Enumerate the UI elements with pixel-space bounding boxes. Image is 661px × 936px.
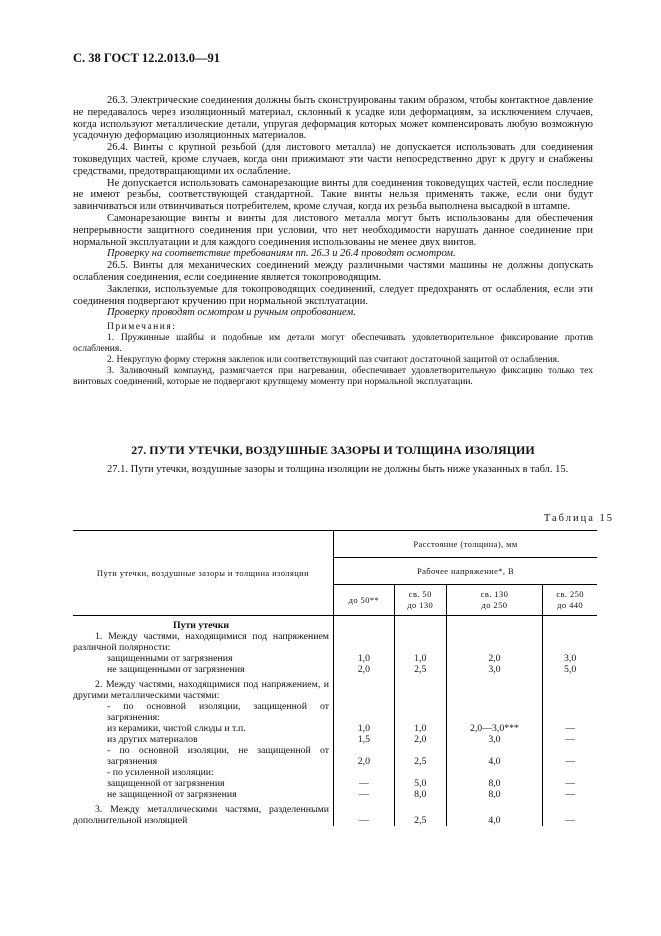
header-main: Пути утечки, воздушные зазоры и толщина изоляции [73, 531, 334, 616]
cell: 8,0 [446, 778, 543, 789]
paragraph-26-4: 26.4. Винты с крупной резьбой (для листового металла) не допускается использовать для соединения токоведущих частей, кроме случаев, когда они прижимают эти части непосредственно друг к другу и снабжены средствами, предотвращающими их ослабление. [73, 142, 593, 177]
table-row [73, 789, 597, 800]
cell: 3,0 [446, 664, 543, 675]
paragraph-26-5-b: Заклепки, используемые для токопроводящих соединений, следует предохранять от ослабления, если эти соединения подвергают кручению при нормальной эксплуатации. [73, 283, 593, 307]
table-row [73, 767, 597, 778]
row-label: - по основной изоляции, не защищенной от загрязнения [107, 745, 329, 767]
row-label: не защищенными от загрязнения [107, 664, 245, 675]
paragraph-26-4-c: Самонарезающие винты и винты для листового металла могут быть использованы для обеспечения непрерывности защитного соединения при условии, что нет необходимости нарушать данное соединение при нормальной эксплуатации и для каждого соединения использованы не менее двух винтов. [73, 212, 593, 248]
table-row [73, 631, 597, 653]
page-header: С. 38 ГОСТ 12.2.013.0—91 [73, 51, 221, 65]
cell: — [543, 778, 597, 789]
table-row [73, 745, 597, 767]
cell: 2,0 [334, 664, 395, 675]
row-label: 3. Между металлическими частями, разделенными дополнительной изоляцией [73, 804, 329, 826]
cell: 1,0 [394, 723, 446, 734]
cell: — [334, 789, 395, 800]
table-row [73, 653, 597, 664]
cell: 2,0 [446, 653, 543, 664]
cell: — [543, 789, 597, 800]
table-row [73, 800, 597, 826]
note-1: 1. Пружинные шайбы и подобные им детали могут обеспечивать удовлетворительное фиксирование против ослабления. [73, 333, 593, 355]
cell: — [543, 745, 597, 767]
paragraph-26-5: 26.5. Винты для механических соединений между различными частями машины не должны допускать ослабления соединения, если соединение является токопроводящим. [73, 260, 593, 283]
cell: 3,0 [543, 653, 597, 664]
paragraph-26-4-b: Не допускается использовать самонарезающие винты для соединения токоведущих частей, если последние не имеют резьбы, соответствующей стандартной. Такие винты нельзя применять также, если они будут завинчиваться или отвинчиваться потребителем, кроме случая, когда их резьба выполнена высадкой в штампе. [73, 177, 593, 213]
table-header-row-1 [73, 531, 597, 558]
cell: — [543, 723, 597, 734]
row-label: защищенными от загрязнения [107, 653, 233, 664]
body-text [73, 95, 593, 388]
cell: 2,0—3,0*** [446, 723, 543, 734]
row-label: - по усиленной изоляции: [107, 767, 214, 778]
row-label: из других материалов [107, 734, 198, 745]
table-row [73, 723, 597, 734]
table-row [73, 701, 597, 723]
note-3: 3. Заливочный компаунд, размягчается при нагревании, обеспечивает удовлетворительную фиксацию только тех винтовых соединений, которые не подвергают крутящему моменту при нормальной эксплуатации. [73, 366, 593, 388]
header-distance: Расстояние (толщина), мм [334, 531, 598, 558]
cell: 2,5 [394, 800, 446, 826]
section-title: 27. ПУТИ УТЕЧКИ, ВОЗДУШНЫЕ ЗАЗОРЫ И ТОЛЩИНА ИЗОЛЯЦИИ [131, 443, 535, 457]
check-note-2: Проверку проводят осмотром и ручным опробованием. [107, 307, 356, 319]
header-col-3: св. 130 до 250 [446, 585, 543, 616]
cell: 8,0 [394, 789, 446, 800]
cell: 5,0 [394, 778, 446, 789]
header-col-4: св. 250 до 440 [543, 585, 597, 616]
notes-block [73, 322, 593, 388]
table-caption: Таблица 15 [543, 513, 614, 524]
cell: 2,5 [394, 664, 446, 675]
cell: 3,0 [446, 734, 543, 745]
cell: 8,0 [446, 789, 543, 800]
cell: — [334, 778, 395, 789]
subheading: Пути утечки [172, 620, 230, 631]
cell: — [543, 800, 597, 826]
cell: 2,5 [394, 745, 446, 767]
table-15 [73, 530, 597, 826]
paragraph-27-1: 27.1. Пути утечки, воздушные зазоры и толщина изоляции не должны быть ниже указанных в табл. 15. [107, 464, 569, 475]
cell: — [334, 800, 395, 826]
cell: 2,0 [394, 734, 446, 745]
row-label: 2. Между частями, находящимися под напряжением, и другими металлическими частями: [73, 679, 329, 701]
cell: 2,0 [334, 745, 395, 767]
check-note-1: Проверку на соответствие требованиям пп. 26.3 и 26.4 проводят осмотром. [107, 248, 456, 260]
cell: 1,5 [334, 734, 395, 745]
table-row [73, 664, 597, 675]
paragraph-26-3: 26.3. Электрические соединения должны быть сконструированы таким образом, чтобы контактное давление не передавалось через изоляционный материал, склонный к усадке или деформациям, за исключением случаев, когда используют металлические детали, упругая деформация которых может компенсировать любую возможную усадочную деформацию изоляционных материалов. [73, 95, 593, 142]
header-voltage: Рабочее напряжение*, В [334, 558, 598, 585]
header-col-1: до 50** [334, 585, 395, 616]
table-row [73, 616, 597, 632]
cell: 1,0 [394, 653, 446, 664]
row-label: не защищенной от загрязнения [107, 789, 237, 800]
cell: 4,0 [446, 745, 543, 767]
cell: 5,0 [543, 664, 597, 675]
cell: 1,0 [334, 653, 395, 664]
section-intro [73, 464, 593, 476]
table-row [73, 734, 597, 745]
row-label: - по основной изоляции, защищенной от загрязнения: [107, 701, 329, 723]
notes-title: Примечания: [107, 322, 177, 333]
row-label: защищенной от загрязнения [107, 778, 225, 789]
note-2: 2. Некруглую форму стержня заклепок или соответствующий паз считают достаточной защитой от ослабления. [107, 355, 560, 366]
row-label: из керамики, чистой слюды и т.п. [107, 723, 246, 734]
cell: 4,0 [446, 800, 543, 826]
row-label: 1. Между частями, находящимися под напряжением различной полярности: [73, 631, 329, 653]
header-col-2: св. 50 до 130 [394, 585, 446, 616]
cell: — [543, 734, 597, 745]
table-row [73, 778, 597, 789]
table-row [73, 675, 597, 701]
cell: 1,0 [334, 723, 395, 734]
